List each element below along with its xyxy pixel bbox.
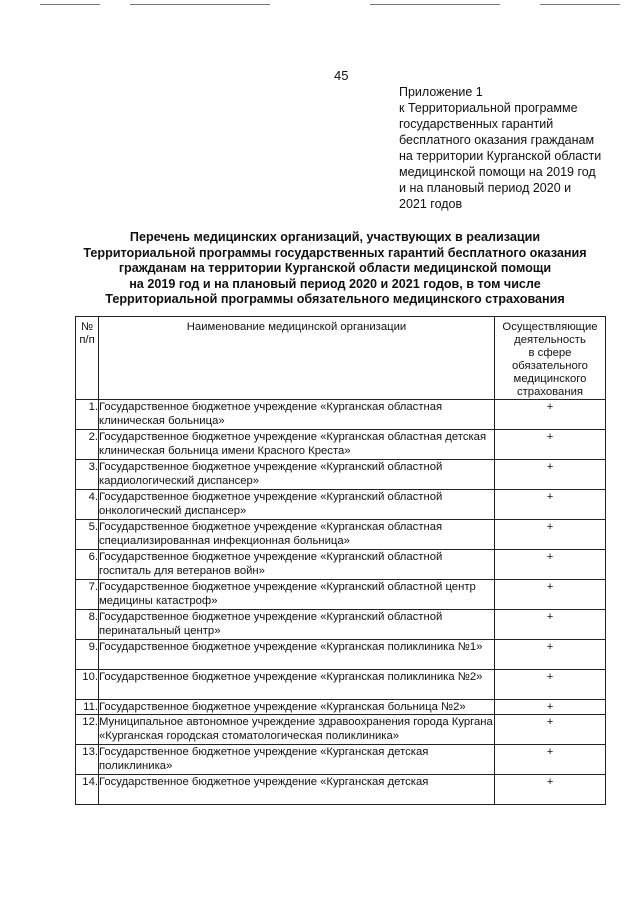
header-oms-line: Осуществляющие xyxy=(502,321,598,333)
organization-name: Государственное бюджетное учреждение «Курганская поликлиника №2» xyxy=(99,670,495,700)
table-row xyxy=(76,610,606,640)
table-row xyxy=(76,430,606,460)
document-title xyxy=(70,230,600,308)
table-row xyxy=(76,745,606,775)
header-oms-line: деятельность xyxy=(514,334,586,346)
oms-mark: + xyxy=(495,490,606,520)
table-row xyxy=(76,700,606,715)
oms-mark: + xyxy=(495,610,606,640)
organization-name: Государственное бюджетное учреждение «Курганская поликлиника №1» xyxy=(99,640,495,670)
table-row xyxy=(76,400,606,430)
title-line: Территориальной программы обязательного медицинского страхования xyxy=(105,292,565,307)
table-row xyxy=(76,670,606,700)
appendix-line: государственных гарантий xyxy=(399,117,554,131)
row-number: 1. xyxy=(76,400,99,430)
appendix-line: к Территориальной программе xyxy=(399,101,578,115)
header-number-line: № xyxy=(80,321,94,333)
table-row xyxy=(76,580,606,610)
row-number: 2. xyxy=(76,430,99,460)
appendix-line: бесплатного оказания гражданам xyxy=(399,133,595,147)
oms-mark: + xyxy=(495,670,606,700)
row-number: 7. xyxy=(76,580,99,610)
oms-mark: + xyxy=(495,640,606,670)
oms-mark: + xyxy=(495,700,606,715)
organization-name: Государственное бюджетное учреждение «Курганский областной онкологический диспансер» xyxy=(99,490,495,520)
organization-name: Государственное бюджетное учреждение «Курганская больница №2» xyxy=(99,700,495,715)
organization-name: Государственное бюджетное учреждение «Курганский областной госпиталь для ветеранов войн» xyxy=(99,550,495,580)
header-oms-line: в сфере xyxy=(528,347,572,359)
appendix-line: на территории Курганской области xyxy=(399,149,602,163)
title-line: Территориальной программы государственных гарантий бесплатного оказания xyxy=(83,245,587,260)
organization-name: Государственное бюджетное учреждение «Курганская детская поликлиника» xyxy=(99,745,495,775)
scan-artifact-line xyxy=(370,4,500,5)
table-row xyxy=(76,520,606,550)
scan-artifact-line xyxy=(130,4,270,5)
appendix-line: медицинской помощи на 2019 год xyxy=(399,165,596,179)
table-header-row xyxy=(76,317,606,400)
row-number: 5. xyxy=(76,520,99,550)
header-oms-line: страхования xyxy=(516,386,584,398)
table-row xyxy=(76,775,606,805)
appendix-line: 2021 годов xyxy=(399,197,463,211)
header-oms-line: обязательного xyxy=(512,360,588,372)
oms-mark: + xyxy=(495,400,606,430)
table-row xyxy=(76,640,606,670)
oms-mark: + xyxy=(495,430,606,460)
table-row xyxy=(76,460,606,490)
organization-name: Муниципальное автономное учреждение здравоохранения города Кургана «Курганская городская стоматологическая поликлиника» xyxy=(99,715,495,745)
appendix-line: и на плановый период 2020 и xyxy=(399,181,572,195)
oms-mark: + xyxy=(495,580,606,610)
row-number: 12. xyxy=(76,715,99,745)
organization-name: Государственное бюджетное учреждение «Курганская областная детская клиническая больница имени Красного Креста» xyxy=(99,430,495,460)
table-row xyxy=(76,490,606,520)
oms-mark: + xyxy=(495,745,606,775)
row-number: 4. xyxy=(76,490,99,520)
scan-artifact-line xyxy=(40,4,100,5)
oms-mark: + xyxy=(495,775,606,805)
oms-mark: + xyxy=(495,715,606,745)
organization-name: Государственное бюджетное учреждение «Курганский областной кардиологический диспансер» xyxy=(99,460,495,490)
oms-mark: + xyxy=(495,550,606,580)
row-number: 8. xyxy=(76,610,99,640)
organizations-table xyxy=(75,316,606,805)
header-organization-name: Наименование медицинской организации xyxy=(99,317,495,400)
row-number: 13. xyxy=(76,745,99,775)
title-line: на 2019 год и на плановый период 2020 и 2021 годов, в том числе xyxy=(129,276,541,291)
header-oms-activity xyxy=(495,317,606,400)
row-number: 6. xyxy=(76,550,99,580)
header-number-line: п/п xyxy=(79,334,95,346)
row-number: 3. xyxy=(76,460,99,490)
appendix-note xyxy=(399,84,624,212)
row-number: 10. xyxy=(76,670,99,700)
row-number: 9. xyxy=(76,640,99,670)
organization-name: Государственное бюджетное учреждение «Курганская детская xyxy=(99,775,495,805)
organization-name: Государственное бюджетное учреждение «Курганский областной центр медицины катастроф» xyxy=(99,580,495,610)
title-line: гражданам на территории Курганской области медицинской помощи xyxy=(118,261,552,276)
organization-name: Государственное бюджетное учреждение «Курганская областная специализированная инфекционная больница» xyxy=(99,520,495,550)
title-line: Перечень медицинских организаций, участвующих в реализации xyxy=(129,230,541,244)
row-number: 11. xyxy=(76,700,99,715)
appendix-line: Приложение 1 xyxy=(399,85,483,99)
organization-name: Государственное бюджетное учреждение «Курганский областной перинатальный центр» xyxy=(99,610,495,640)
oms-mark: + xyxy=(495,460,606,490)
oms-mark: + xyxy=(495,520,606,550)
page-number: 45 xyxy=(334,68,349,83)
scan-artifact-line xyxy=(540,4,620,5)
organization-name: Государственное бюджетное учреждение «Курганская областная клиническая больница» xyxy=(99,400,495,430)
header-number xyxy=(76,317,99,400)
header-oms-line: медицинского xyxy=(513,373,587,385)
row-number: 14. xyxy=(76,775,99,805)
table-row xyxy=(76,715,606,745)
table-row xyxy=(76,550,606,580)
